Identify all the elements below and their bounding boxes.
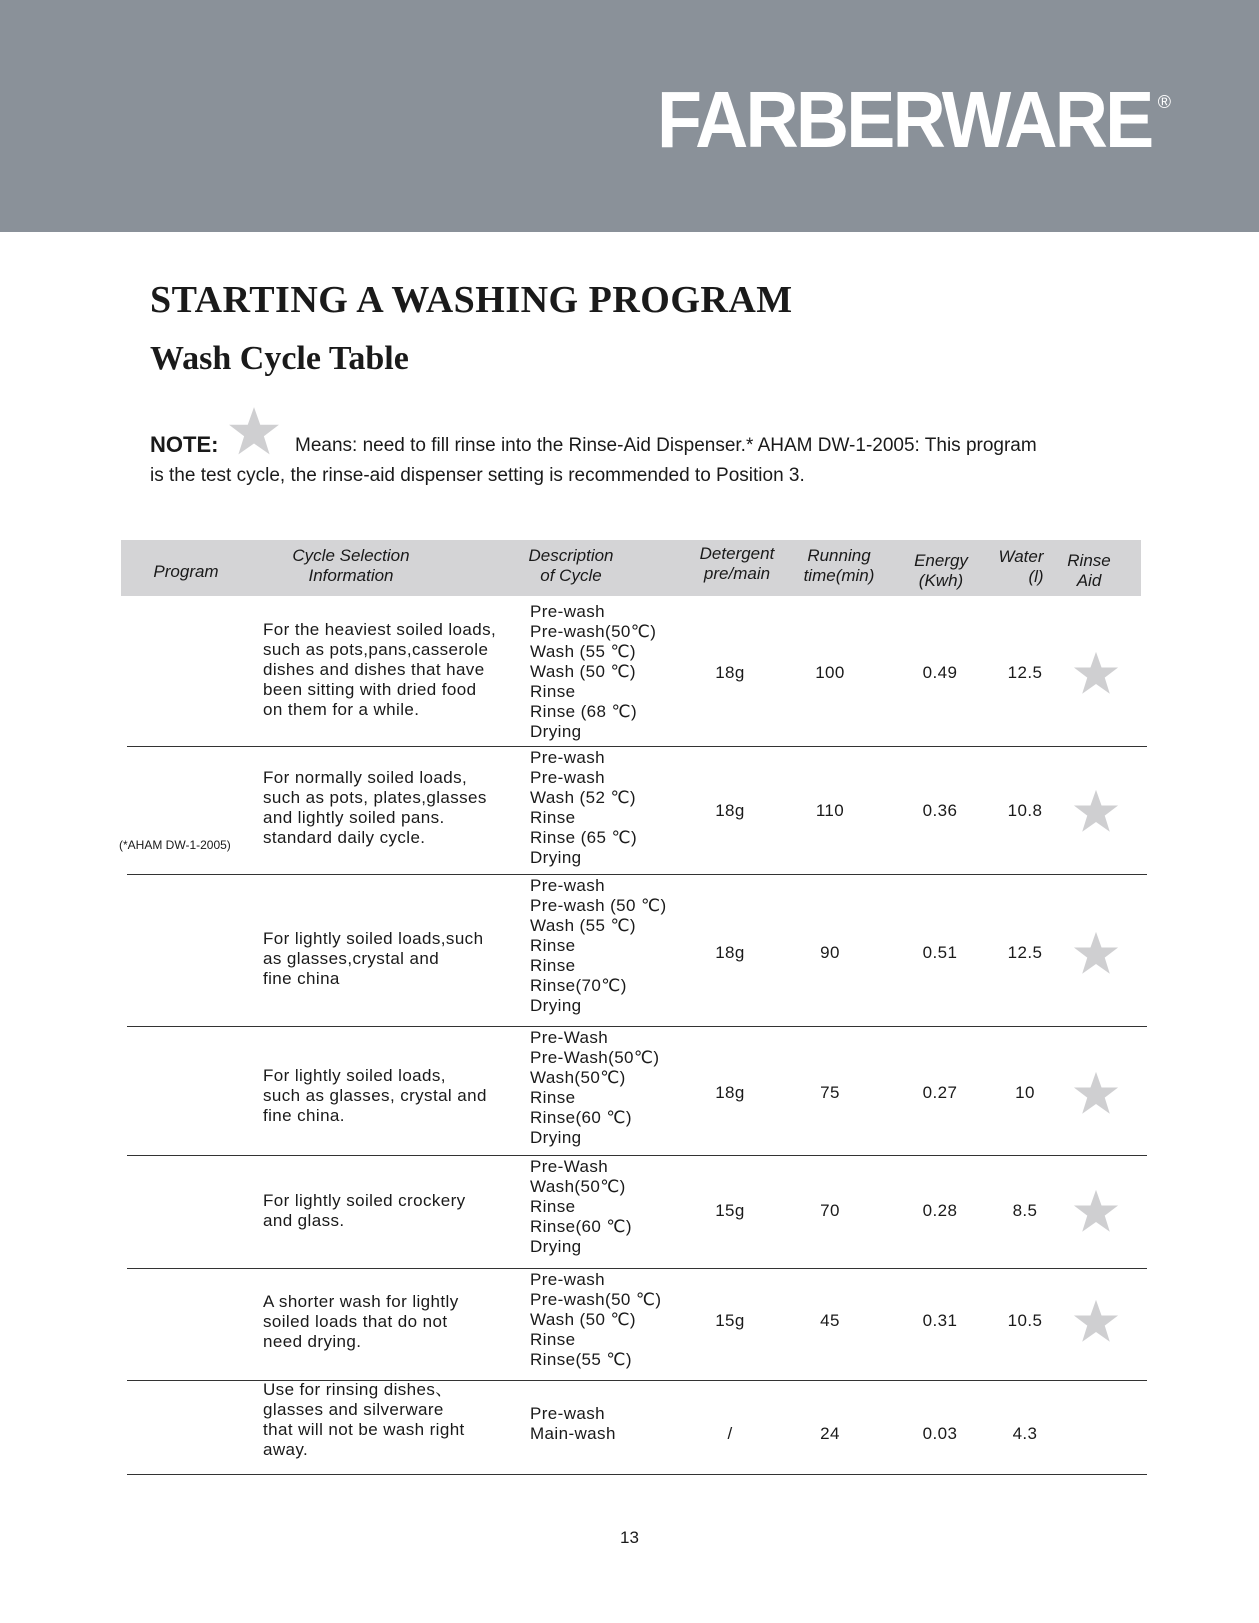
running-time: 75 [820,1083,840,1102]
table-row [0,1026,1259,1155]
header-description: Description of Cycle [528,546,614,585]
header-water: Water (l) [998,547,1044,586]
running-time: 100 [815,663,845,682]
energy-kwh: 0.28 [922,1201,958,1220]
water-liters: 12.5 [1007,663,1043,682]
cycle-selection-info: For normally soiled loads, such as pots, plates,glasses and lightly soiled pans. standard daily cycle. [263,768,487,847]
detergent-amount: 18g [715,801,745,820]
cycle-selection-info: A shorter wash for lightly soiled loads that do not need drying. [263,1292,459,1351]
header-detergent: Detergent pre/main [699,544,775,583]
note-label: NOTE: [150,432,219,457]
header-program: Program [153,562,219,581]
water-liters: 10.8 [1007,801,1043,820]
detergent-amount: 15g [715,1311,745,1330]
energy-kwh: 0.49 [922,663,958,682]
rinse-aid-star-icon [1073,1070,1119,1116]
cycle-selection-info: Use for rinsing dishes、 glasses and silverware that will not be wash right away. [263,1380,465,1459]
registered-mark: ® [1157,92,1171,112]
table-row [0,1380,1259,1474]
rinse-aid-star-icon [1073,650,1119,696]
cycle-selection-info: For lightly soiled loads,such as glasses,crystal and fine china [263,929,484,988]
running-time: 24 [820,1424,840,1443]
cycle-description: Pre-Wash Pre-Wash(50℃) Wash(50℃) Rinse Rinse(60 ℃) Drying [530,1028,660,1147]
program-label: (*AHAM DW-1-2005) [119,838,231,852]
energy-kwh: 0.36 [922,801,958,820]
water-liters: 8.5 [1012,1201,1038,1220]
cycle-selection-info: For lightly soiled loads, such as glasses, crystal and fine china. [263,1066,487,1125]
detergent-amount: 18g [715,943,745,962]
rinse-aid-star-icon [1073,1188,1119,1234]
energy-kwh: 0.27 [922,1083,958,1102]
table-row [0,600,1259,746]
water-liters: 4.3 [1012,1424,1038,1443]
header-selection: Cycle Selection Information [292,546,410,585]
cycle-description: Pre-wash Pre-wash (50 ℃) Wash (55 ℃) Rinse Rinse Rinse(70℃) Drying [530,876,667,1015]
detergent-amount: 15g [715,1201,745,1220]
header-banner [0,0,1259,232]
running-time: 90 [820,943,840,962]
header-rinse-aid: Rinse Aid [1067,551,1111,590]
detergent-amount: / [727,1424,733,1443]
rinse-aid-star-icon [1073,788,1119,834]
table-row [0,1268,1259,1380]
energy-kwh: 0.51 [922,943,958,962]
running-time: 70 [820,1201,840,1220]
water-liters: 10 [1015,1083,1035,1102]
cycle-description: Pre-wash Pre-wash(50℃) Wash (55 ℃) Wash (50 ℃) Rinse Rinse (68 ℃) Drying [530,602,657,741]
page-number: 13 [620,1528,639,1547]
energy-kwh: 0.03 [922,1424,958,1443]
running-time: 110 [815,801,845,820]
note-text-line2: is the test cycle, the rinse-aid dispenser setting is recommended to Position 3. [150,465,805,486]
row-divider [127,1474,1147,1475]
page-title: STARTING A WASHING PROGRAM [150,279,793,321]
star-icon [228,405,280,457]
detergent-amount: 18g [715,663,745,682]
table-row [0,874,1259,1026]
table-row [0,1155,1259,1268]
table-row [0,746,1259,874]
cycle-description: Pre-Wash Wash(50℃) Rinse Rinse(60 ℃) Drying [530,1157,632,1256]
cycle-selection-info: For the heaviest soiled loads, such as pots,pans,casserole dishes and dishes that have been sitting with dried food on them for a while. [263,620,497,719]
rinse-aid-star-icon [1073,930,1119,976]
water-liters: 10.5 [1007,1311,1043,1330]
cycle-description: Pre-wash Pre-wash Wash (52 ℃) Rinse Rinse (65 ℃) Drying [530,748,638,867]
header-energy: Energy (Kwh) [914,551,968,590]
energy-kwh: 0.31 [922,1311,958,1330]
cycle-description: Pre-wash Main-wash [530,1404,616,1443]
cycle-selection-info: For lightly soiled crockery and glass. [263,1191,466,1230]
section-title: Wash Cycle Table [150,340,409,377]
brand-logo: FARBERWARE [656,75,1151,164]
table-header [121,540,1141,596]
water-liters: 12.5 [1007,943,1043,962]
detergent-amount: 18g [715,1083,745,1102]
note-text-line1: Means: need to fill rinse into the Rinse-Aid Dispenser.* AHAM DW-1-2005: This program [295,435,1037,456]
header-running: Running time(min) [803,546,875,585]
cycle-description: Pre-wash Pre-wash(50 ℃) Wash (50 ℃) Rinse Rinse(55 ℃) [530,1270,662,1369]
rinse-aid-star-icon [1073,1298,1119,1344]
running-time: 45 [820,1311,840,1330]
